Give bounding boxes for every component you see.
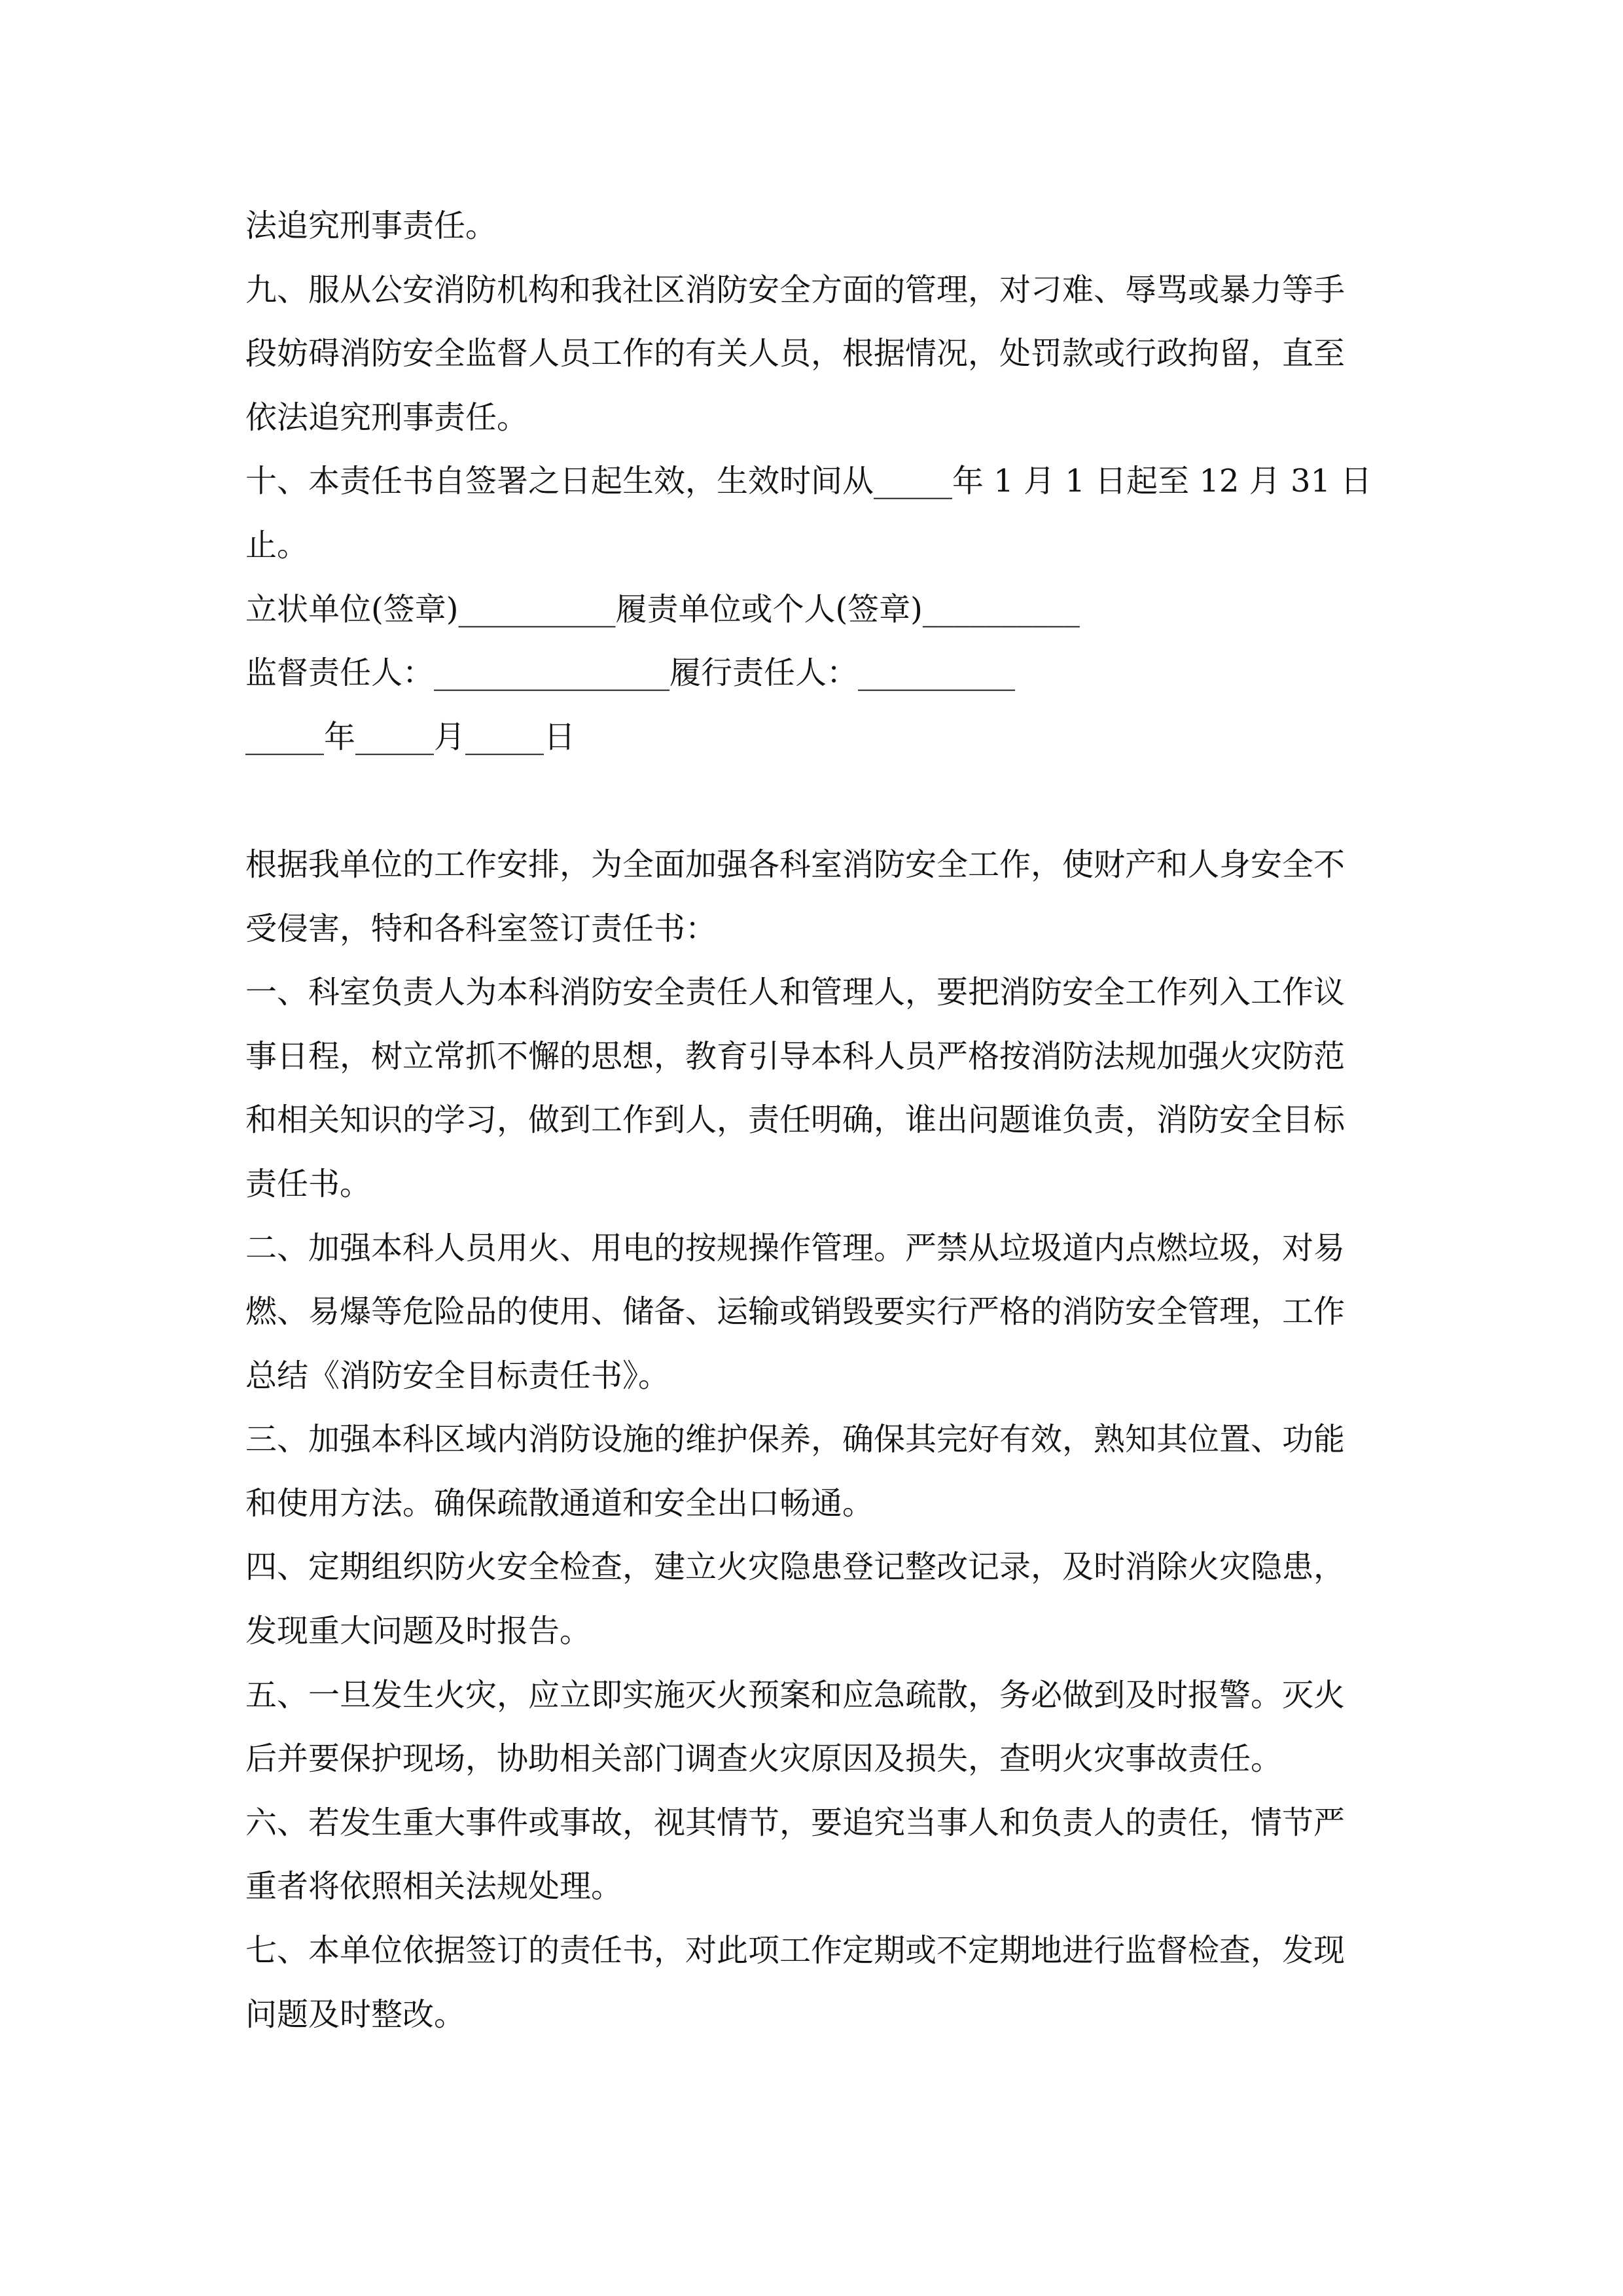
text-line: 重者将依照相关法规处理。 <box>245 1868 623 1905</box>
text-line: 总结《消防安全目标责任书》。 <box>245 1357 670 1394</box>
text-line: 事日程，树立常抓不懈的思想，教育引导本科人员严格按消防法规加强火灾防范 <box>245 1037 1346 1075</box>
text-line: 九、服从公安消防机构和我社区消防安全方面的管理，对刁难、辱骂或暴力等手 <box>245 271 1346 308</box>
blank-line <box>245 769 1378 833</box>
text-line: 立状单位(签章)__________履责单位或个人(签章)__________ <box>245 590 1080 628</box>
text-line: 问题及时整改。 <box>245 1996 466 2033</box>
text-line: 一、科室负责人为本科消防安全责任人和管理人，要把消防安全工作列入工作议 <box>245 974 1346 1011</box>
text-line: 三、加强本科区域内消防设施的维护保养，确保其完好有效，熟知其位置、功能 <box>245 1421 1346 1458</box>
section-responsibility-clauses <box>245 194 1378 769</box>
text-line: 后并要保护现场，协助相关部门调查火灾原因及损失，查明火灾事故责任。 <box>245 1740 1283 1778</box>
text-line: 和使用方法。确保疏散通道和安全出口畅通。 <box>245 1484 874 1522</box>
text-line: 根据我单位的工作安排，为全面加强各科室消防安全工作，使财产和人身安全不 <box>245 846 1346 883</box>
text-line: 七、本单位依据签订的责任书，对此项工作定期或不定期地进行监督检查，发现 <box>245 1932 1346 1969</box>
text-line: 燃、易爆等危险品的使用、储备、运输或销毁要实行严格的消防安全管理，工作 <box>245 1293 1346 1331</box>
text-line: 法追究刑事责任。 <box>245 207 497 244</box>
text-line: 段妨碍消防安全监督人员工作的有关人员，根据情况，处罚款或行政拘留，直至 <box>245 335 1346 372</box>
text-line: 五、一旦发生火灾，应立即实施灭火预案和应急疏散，务必做到及时报警。灭火 <box>245 1676 1346 1713</box>
text-line: 和相关知识的学习，做到工作到人，责任明确，谁出问题谁负责，消防安全目标 <box>245 1102 1346 1139</box>
text-line: 依法追究刑事责任。 <box>245 399 529 436</box>
text-line: 四、定期组织防火安全检查，建立火灾隐患登记整改记录，及时消除火灾隐患， <box>245 1549 1346 1586</box>
document-page <box>245 194 1378 2047</box>
text-line: 二、加强本科人员用火、用电的按规操作管理。严禁从垃圾道内点燃垃圾，对易 <box>245 1229 1346 1266</box>
text-line: 责任书。 <box>245 1165 372 1202</box>
section-department-agreement <box>245 833 1378 2047</box>
text-line: 六、若发生重大事件或事故，视其情节，要追究当事人和负责人的责任，情节严 <box>245 1804 1346 1841</box>
text-line: 受侵害，特和各科室签订责任书： <box>245 910 717 947</box>
text-line: 十、本责任书自签署之日起生效，生效时间从_____年 1 月 1 日起至 12 月 31 日 <box>245 463 1372 500</box>
text-line: 发现重大问题及时报告。 <box>245 1613 592 1650</box>
text-line: 监督责任人：_______________履行责任人：__________ <box>245 655 1016 692</box>
text-line: 止。 <box>245 526 309 564</box>
text-line: _____年_____月_____日 <box>245 718 576 755</box>
